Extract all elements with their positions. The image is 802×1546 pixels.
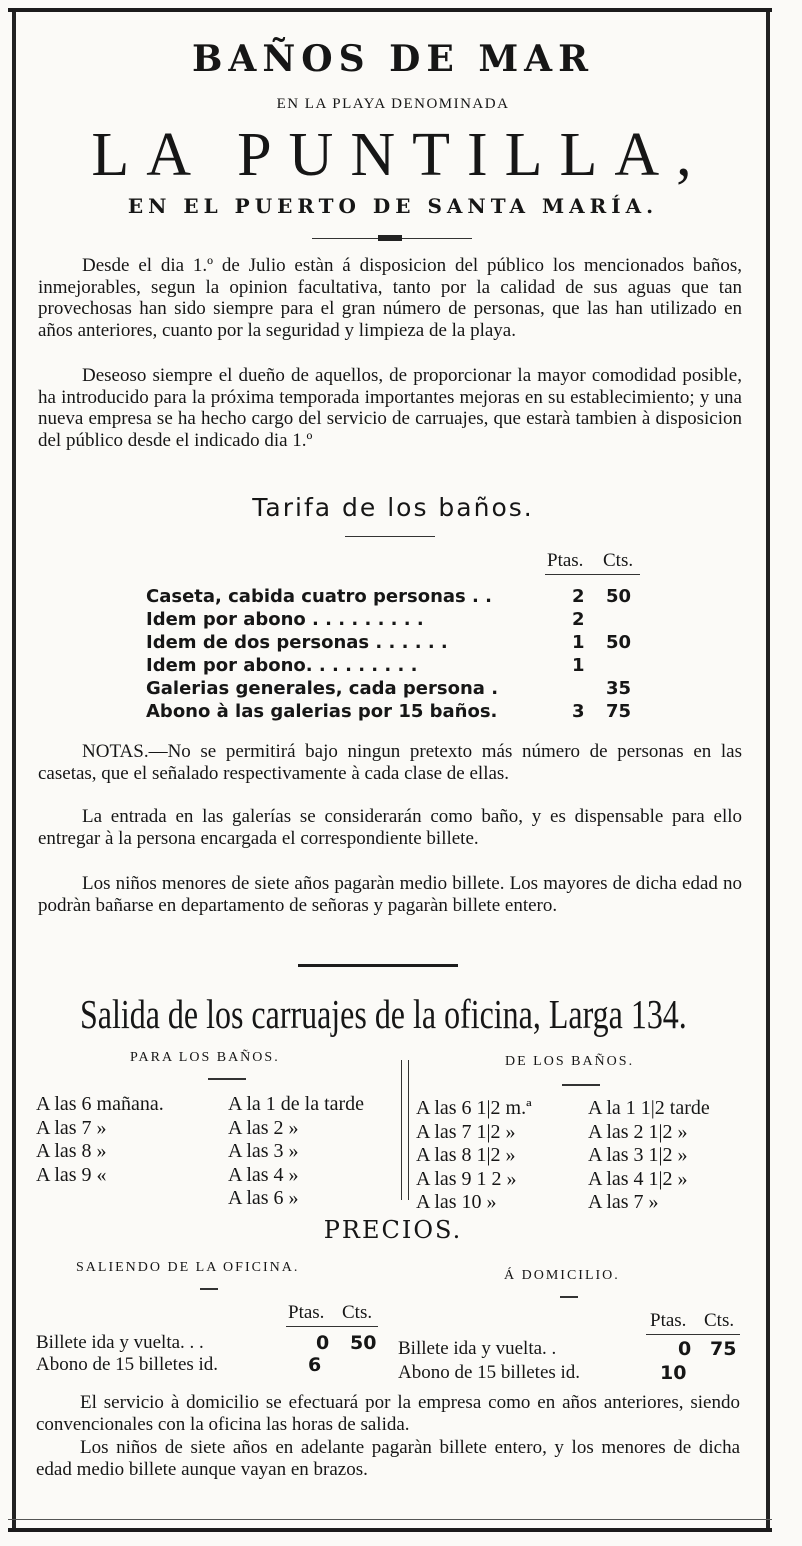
- row-cts: 35: [606, 678, 632, 699]
- row-label: Caseta, cabida cuatro personas . .: [146, 586, 492, 607]
- list-item: A las 7 1|2 »: [416, 1120, 516, 1143]
- ad-title: BAÑOS DE MAR: [191, 38, 595, 80]
- header-divider-mark: [378, 235, 402, 241]
- list-item: A las 6 »: [228, 1187, 299, 1209]
- table-row: [146, 585, 646, 608]
- left-col-cts: Cts.: [342, 1302, 373, 1323]
- de-banos-heading: DE LOS BAÑOS.: [505, 1054, 635, 1069]
- schedule-separator: [401, 1060, 402, 1200]
- left-col-ptas: Ptas.: [288, 1302, 325, 1323]
- tarifa-table: [146, 585, 646, 723]
- para-divider: [208, 1078, 246, 1080]
- table-row: [146, 654, 646, 677]
- row-label: Abono de 15 billetes id.: [398, 1362, 581, 1383]
- tarifa-col-rule: [545, 574, 640, 575]
- left-border: [12, 12, 16, 1528]
- tarifa-col-cts: Cts.: [603, 550, 634, 571]
- row-label: Idem de dos personas . . . . . .: [146, 632, 448, 653]
- para-morning-list: [36, 1093, 164, 1187]
- precios-heading: PRECIOS.: [323, 1216, 463, 1244]
- de-morning-list: [416, 1097, 532, 1215]
- left-price-row-1-cts: 50: [350, 1332, 377, 1354]
- domicilio-divider: [560, 1296, 578, 1298]
- row-ptas: 1: [572, 655, 585, 676]
- right-col-rule: [646, 1334, 740, 1335]
- list-item: A las 4 »: [228, 1163, 299, 1186]
- right-col-ptas: Ptas.: [650, 1310, 687, 1331]
- bottom-border-thin: [8, 1519, 772, 1520]
- right-price-row-2-ptas: 10: [660, 1362, 687, 1384]
- top-border: [8, 8, 772, 12]
- right-col-cts: Cts.: [704, 1310, 735, 1331]
- left-price-row-1-ptas: 0: [316, 1332, 330, 1354]
- tarifa-divider: [345, 536, 435, 537]
- place-name: LA PUNTILLA,: [91, 121, 709, 189]
- intro-paragraph-1: Desde el dia 1.º de Julio estàn á disposicion del público los mencionados baños, inmejorables, segun la opinion facultativa, tanto por la calidad de sus aguas que tan provechosas han sido siempre para el gran número de personas, que las han utilizado en años anteriores, cuanto por la seguridad y limpieza de la playa.: [38, 255, 742, 341]
- list-item: A las 9 «: [36, 1163, 107, 1186]
- list-item: A la 1 de la tarde: [228, 1093, 365, 1115]
- de-divider: [562, 1084, 600, 1086]
- list-item: A las 6 mañana.: [36, 1093, 164, 1115]
- intro-paragraph-2: Deseoso siempre el dueño de aquellos, de proporcionar la mayor comodidad posible, ha introducido para la próxima temporada importantes mejoras en su establecimiento; y una nueva empresa se ha hecho cargo del servicio de carruajes, que estarà tambien à disposicion del público desde el indicado dia 1.º: [38, 365, 742, 451]
- de-afternoon-list: [588, 1097, 710, 1215]
- list-item: A las 4 1|2 »: [588, 1167, 688, 1190]
- nota-3: Los niños menores de siete años pagaràn medio billete. Los mayores de dicha edad no podràn bañarse en departamento de señoras y pagaràn billete entero.: [38, 873, 742, 916]
- list-item: A las 3 1|2 »: [588, 1144, 688, 1166]
- para-afternoon-list: [228, 1093, 364, 1211]
- bottom-border: [8, 1528, 772, 1532]
- row-cts: 50: [606, 586, 632, 607]
- tarifa-col-ptas: Ptas.: [547, 550, 584, 571]
- closing-paragraph-2: Los niños de siete años en adelante pagaràn billete entero, y los menores de dicha edad medio billete aunque vayan en brazos.: [36, 1437, 740, 1480]
- table-row: [146, 631, 646, 654]
- right-price-row-1-cts: 75: [710, 1338, 737, 1360]
- list-item: A las 2 »: [228, 1116, 299, 1139]
- row-ptas: 2: [572, 609, 585, 630]
- closing-paragraph-1: El servicio à domicilio se efectuará por la empresa como en años anteriores, siendo convencionales con la oficina las horas de salida.: [36, 1392, 740, 1435]
- nota-1: NOTAS.—No se permitirá bajo ningun pretexto más número de personas en las casetas, que el señalado respectivamente à cada clase de ellas.: [38, 741, 742, 784]
- list-item: A las 7 »: [588, 1191, 659, 1213]
- row-label: Galerias generales, cada persona .: [146, 678, 499, 699]
- table-row: [146, 700, 646, 723]
- left-price-row-2-ptas: 6: [308, 1354, 322, 1376]
- section-divider: [298, 964, 458, 967]
- right-price-row-1: [398, 1338, 556, 1360]
- list-item: A las 10 »: [416, 1191, 497, 1213]
- ad-subtitle: EN LA PLAYA DENOMINADA: [276, 96, 510, 112]
- tarifa-heading: Tarifa de los baños.: [252, 493, 534, 522]
- row-ptas: 2: [572, 586, 585, 607]
- table-row: [146, 608, 646, 631]
- row-cts: 50: [606, 632, 632, 653]
- list-item: A las 2 1|2 »: [588, 1120, 688, 1143]
- left-col-rule: [286, 1326, 378, 1327]
- list-item: A las 7 »: [36, 1116, 107, 1139]
- table-row: [146, 677, 646, 700]
- right-border: [766, 12, 770, 1528]
- row-ptas: 3: [572, 701, 585, 722]
- domicilio-heading: Á DOMICILIO.: [504, 1268, 620, 1283]
- row-label: Idem por abono. . . . . . . . .: [146, 655, 418, 676]
- row-ptas: 1: [572, 632, 585, 653]
- list-item: A las 3 »: [228, 1140, 299, 1162]
- place-location: EN EL PUERTO DE SANTA MARÍA.: [127, 194, 659, 218]
- schedule-separator-2: [408, 1060, 409, 1200]
- list-item: A las 8 1|2 »: [416, 1144, 516, 1166]
- left-price-row-1: [36, 1332, 204, 1354]
- row-cts: 75: [606, 701, 632, 722]
- nota-2: La entrada en las galerías se considerarán como baño, y es dispensable para ello entregar à la persona encargada el correspondiente billete.: [38, 806, 742, 849]
- list-item: A la 1 1|2 tarde: [588, 1097, 710, 1119]
- list-item: A las 6 1|2 m.ª: [416, 1097, 532, 1119]
- row-label: Idem por abono . . . . . . . . .: [146, 609, 424, 630]
- row-label: Billete ida y vuelta. .: [398, 1338, 557, 1359]
- right-price-row-1-ptas: 0: [678, 1338, 692, 1360]
- right-price-row-2: [398, 1362, 580, 1384]
- row-label: Abono à las galerias por 15 baños.: [146, 701, 498, 722]
- list-item: A las 8 »: [36, 1140, 107, 1162]
- carruajes-heading: Salida de los carruajes de la oficina, Larga 134.: [80, 991, 687, 1037]
- row-label: Abono de 15 billetes id.: [36, 1354, 219, 1375]
- list-item: A las 9 1 2 »: [416, 1167, 517, 1190]
- left-price-row-2: [36, 1354, 218, 1376]
- saliendo-divider: [200, 1288, 218, 1290]
- para-banos-heading: PARA LOS BAÑOS.: [130, 1050, 280, 1065]
- row-label: Billete ida y vuelta. . .: [36, 1332, 204, 1353]
- saliendo-heading: SALIENDO DE LA OFICINA.: [76, 1260, 300, 1275]
